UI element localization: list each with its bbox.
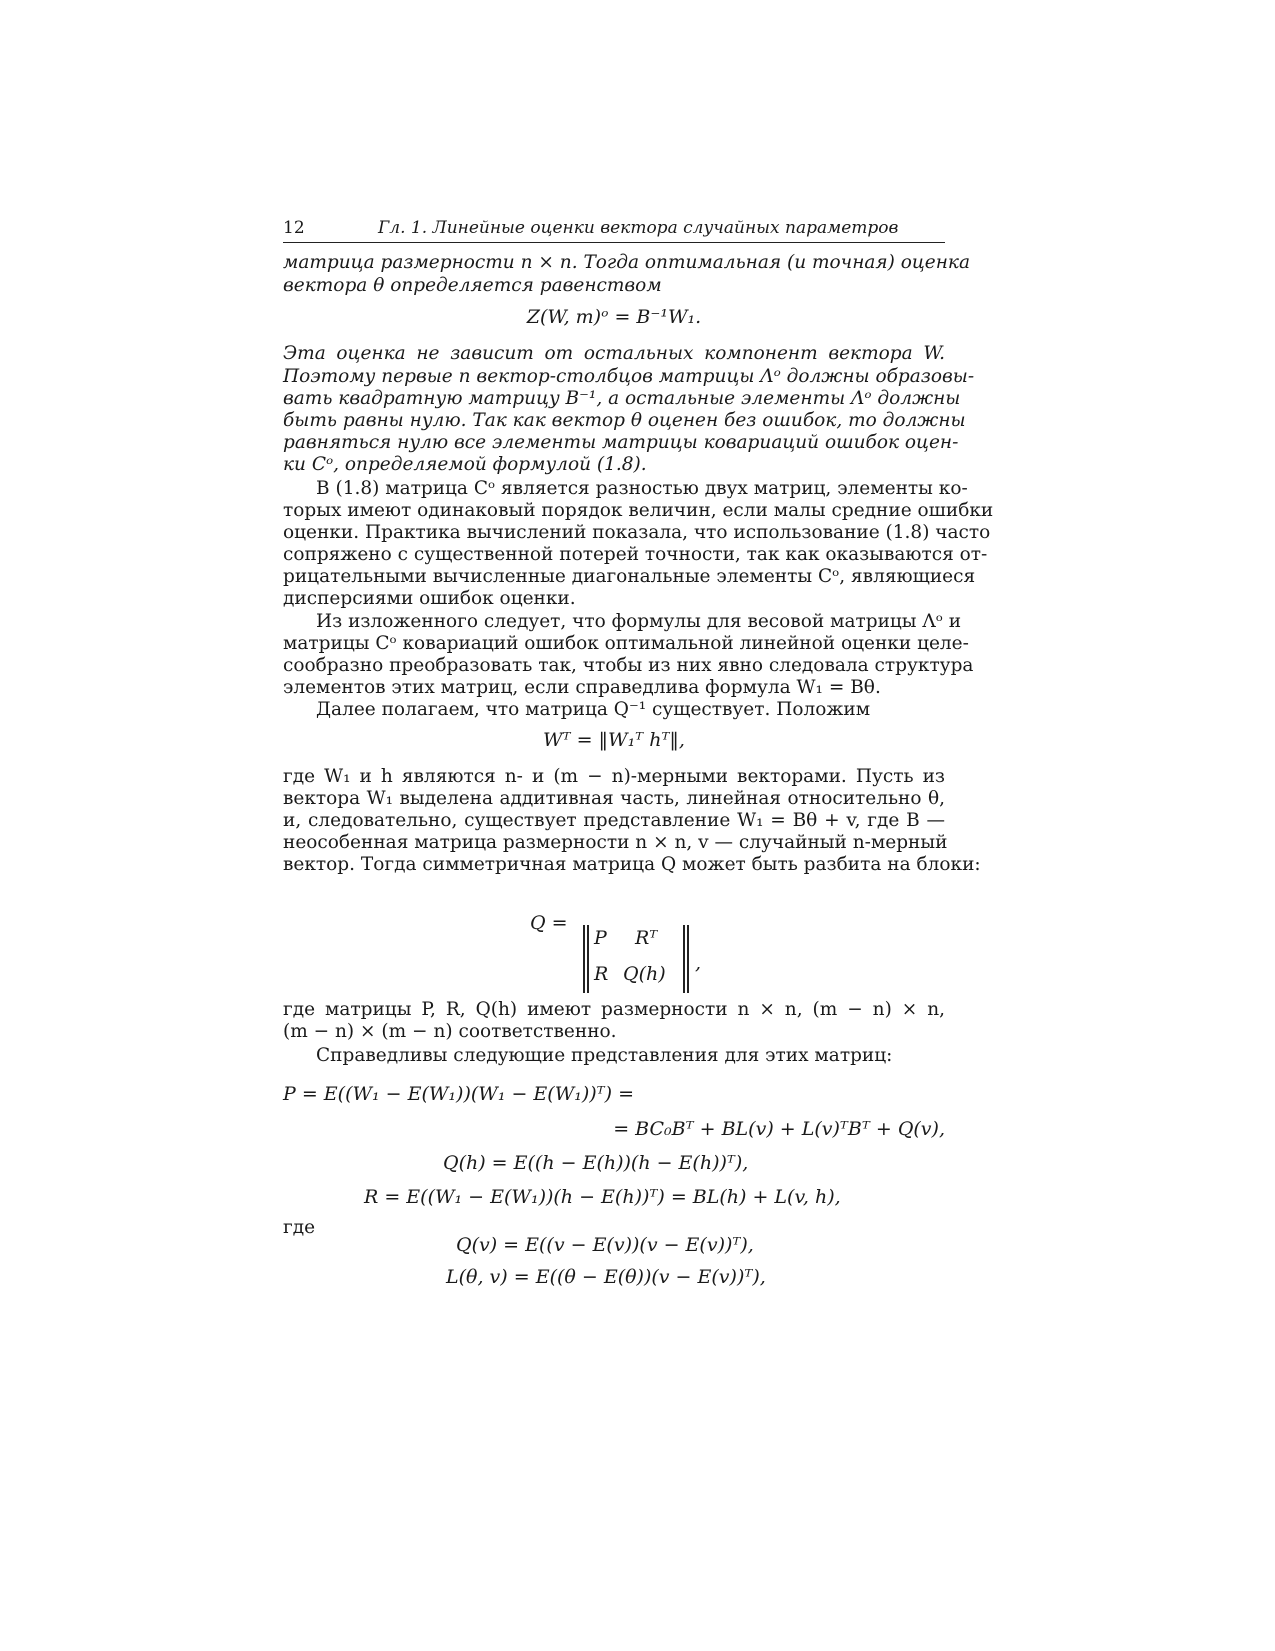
para3-line: торых имеют одинаковый порядок величин, если малы средние ошибки (283, 500, 994, 521)
running-header (283, 216, 945, 243)
matrix-cell: P (594, 927, 607, 949)
block-matrix (583, 925, 695, 993)
equation-5-line-2: L(θ, v) = E((θ − E(θ))(v − E(v))ᵀ), (446, 1266, 766, 1288)
para6-line: вектор. Тогда симметричная матрица Q может быть разбита на блоки: (283, 854, 981, 875)
para2-line: ки Cᵒ, определяемой формулой (1.8). (283, 454, 647, 475)
para4-line: элементов этих матриц, если справедлива формула W₁ = Bθ. (283, 677, 881, 698)
equation-4-line-4: R = E((W₁ − E(W₁))(h − E(h))ᵀ) = BL(h) + L(v, h), (364, 1186, 841, 1208)
para3-line: оценки. Практика вычислений показала, что использование (1.8) часто (283, 522, 991, 543)
para2-line: быть равны нулю. Так как вектор θ оценен без ошибок, то должны (283, 410, 966, 431)
para5-line: Далее полагаем, что матрица Q⁻¹ существует. Положим (316, 699, 871, 720)
para4-line: сообразно преобразовать так, чтобы из них явно следовала структура (283, 655, 974, 676)
para4-line: матрицы Cᵒ ковариаций ошибок оптимальной линейной оценки целе- (283, 633, 969, 654)
equation-4-line-1: P = E((W₁ − E(W₁))(W₁ − E(W₁))ᵀ) = (283, 1083, 635, 1105)
matrix-cell: Q(h) (623, 963, 666, 985)
para3-line: В (1.8) матрица Cᵒ является разностью двух матриц, элементы ко- (316, 478, 968, 499)
para8-line: Справедливы следующие представления для этих матриц: (316, 1045, 893, 1066)
chapter-title: Гл. 1. Линейные оценки вектора случайных параметров (378, 218, 899, 238)
equation-5-line-1: Q(v) = E((v − E(v))(v − E(v))ᵀ), (456, 1234, 754, 1256)
matrix-cell: Rᵀ (635, 927, 658, 949)
equation-4-line-3: Q(h) = E((h − E(h))(h − E(h))ᵀ), (443, 1152, 749, 1174)
equation-4-line-2: = BC₀Bᵀ + BL(v) + L(v)ᵀBᵀ + Q(v), (613, 1118, 945, 1140)
para6-line: неособенная матрица размерности n × n, v — случайный n-мерный (283, 832, 948, 853)
para2-line: Эта оценка не зависит от остальных компонент вектора W. (283, 343, 945, 364)
para3-line: дисперсиями ошибок оценки. (283, 588, 576, 609)
norm-bar-left (583, 925, 585, 993)
norm-bar-left (587, 925, 589, 993)
para6-line: и, следовательно, существует представление W₁ = Bθ + v, где B — (283, 810, 945, 831)
page-number: 12 (283, 218, 305, 238)
equation-3-tail: , (695, 952, 702, 974)
para7-line: где матрицы P, R, Q(h) имеют размерности n × n, (m − n) × n, (283, 999, 945, 1020)
para2-line: вать квадратную матрицу B⁻¹, а остальные элементы Λᵒ должны (283, 388, 961, 409)
para1-line: вектора θ определяется равенством (283, 275, 662, 296)
norm-bar-right (687, 925, 689, 993)
equation-2: Wᵀ = ‖W₁ᵀ hᵀ‖, (543, 729, 685, 751)
para6-line: вектора W₁ выделена аддитивная часть, линейная относительно θ, (283, 788, 945, 809)
where-word: где (283, 1217, 316, 1238)
para2-line: равняться нулю все элементы матрицы ковариаций ошибок оцен- (283, 432, 959, 453)
equation-3-lhs: Q = (530, 912, 568, 934)
matrix-cell: R (594, 963, 609, 985)
para6-line: где W₁ и h являются n- и (m − n)-мерными векторами. Пусть из (283, 766, 945, 787)
para3-line: сопряжено с существенной потерей точности, так как оказываются от- (283, 544, 988, 565)
para1-line: матрица размерности n × n. Тогда оптимальная (и точная) оценка (283, 252, 971, 273)
equation-1: Z(W, m)ᵒ = B⁻¹W₁. (526, 306, 702, 328)
norm-bar-right (683, 925, 685, 993)
para4-line: Из изложенного следует, что формулы для весовой матрицы Λᵒ и (316, 611, 962, 632)
para2-line: Поэтому первые n вектор-столбцов матрицы Λᵒ должны образовы- (283, 366, 975, 387)
para3-line: рицательными вычисленные диагональные элементы Cᵒ, являющиеся (283, 566, 976, 587)
para7-line: (m − n) × (m − n) соответственно. (283, 1021, 617, 1042)
